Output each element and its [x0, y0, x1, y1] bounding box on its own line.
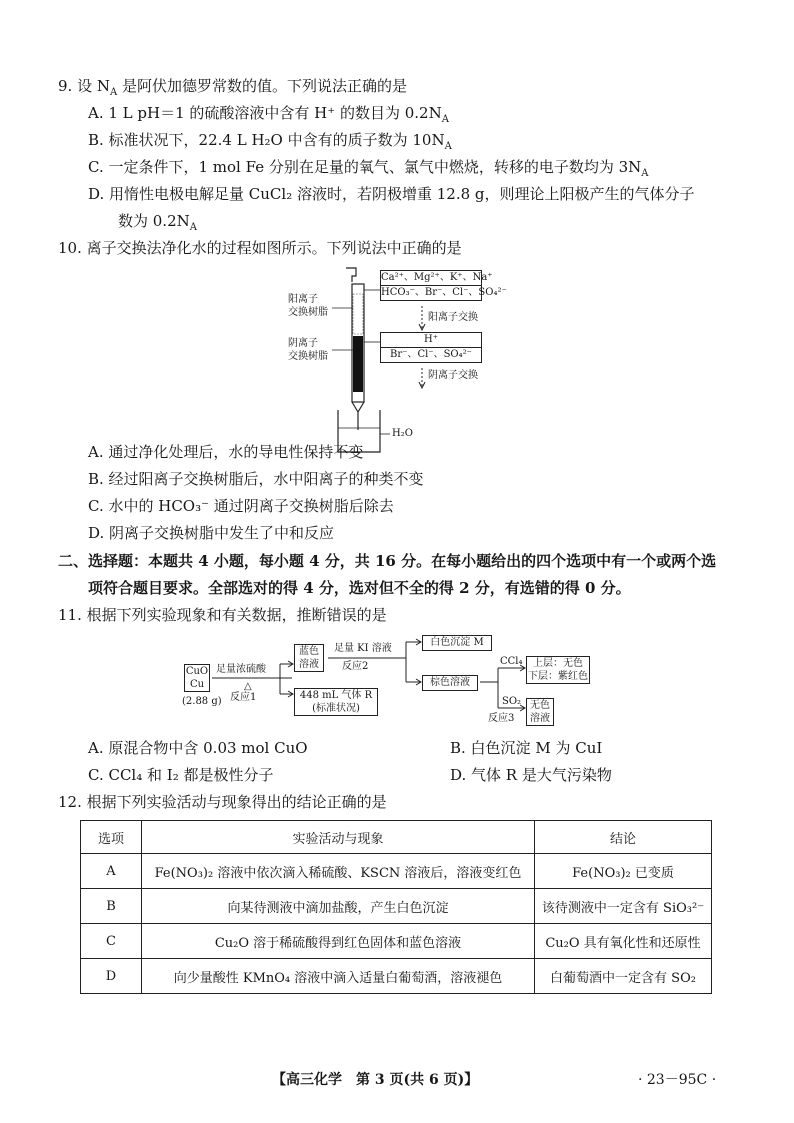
gas-condition-label: (标准状况) [312, 703, 360, 714]
row-c-conclusion: Cu₂O 具有氧化性和还原性 [535, 924, 712, 959]
header-option: 选项 [81, 821, 142, 854]
reagent2-label: 足量 KI 溶液 [334, 643, 392, 654]
water-label: H₂O [392, 428, 413, 439]
anion-resin-label-1: 阴离子 [288, 338, 318, 349]
q11-option-a: A. 原混合物中含 0.03 mol CuO [88, 739, 308, 757]
blue-label-1: 蓝色 [299, 646, 319, 657]
q9-option-c: C. 一定条件下，1 mol Fe 分别在足量的氧气、氯气中燃烧，转移的电子数均为 $3N_A$ [88, 158, 649, 179]
q11-option-b: B. 白色沉淀 M 为 CuI [450, 739, 603, 757]
table-row [81, 889, 712, 924]
header-activity: 实验活动与现象 [142, 821, 535, 854]
q12-stem: 12. 根据下列实验活动与现象得出的结论正确的是 [58, 793, 387, 811]
colorless-solution-box [526, 698, 554, 726]
remaining-anions: Br⁻、Cl⁻、SO₄²⁻ [381, 347, 481, 362]
row-a-option: A [81, 854, 142, 889]
q10-option-c: C. 水中的 HCO₃⁻ 通过阴离子交换树脂后除去 [88, 497, 394, 515]
heat-symbol: △ [244, 681, 252, 692]
row-c-activity: Cu₂O 溶于稀硫酸得到红色固体和蓝色溶液 [142, 924, 535, 959]
mass-label: (2.88 g) [182, 696, 222, 707]
footer-code: · 23－95C · [638, 1072, 717, 1088]
layers-box [526, 656, 590, 684]
table-row [81, 959, 712, 994]
q9-option-b: B. 标准状况下，22.4 L H₂O 中含有的质子数为 $10N_A$ [88, 131, 452, 152]
reaction2-label: 反应2 [342, 661, 369, 672]
table-row [81, 924, 712, 959]
reaction-flow-diagram [180, 634, 620, 734]
blue-label-2: 溶液 [299, 659, 319, 670]
q10-stem: 10. 离子交换法净化水的过程如图所示。下列说法中正确的是 [58, 239, 462, 257]
blue-solution-box [294, 644, 324, 672]
ions-before-box [380, 270, 507, 301]
q9-option-d-cont: 数为 $0.2N_A$ [118, 212, 197, 233]
cations-list: Ca²⁺、Mg²⁺、K⁺、Na⁺ [381, 272, 493, 283]
row-c-option: C [81, 924, 142, 959]
reagent1-label: 足量浓硫酸 [216, 664, 266, 675]
anions-list: HCO₃⁻、Br⁻、Cl⁻、SO₄²⁻ [381, 287, 507, 298]
ions-after-cation-box [380, 332, 482, 363]
q10-option-b: B. 经过阳离子交换树脂后，水中阳离子的种类不变 [88, 470, 424, 488]
brown-solution-box: 棕色溶液 [422, 675, 478, 691]
section2-line2: 项符合题目要求。全部选对的得 4 分，选对但不全的得 2 分，有选错的得 0 分。 [88, 579, 631, 597]
step-cation-exchange: 阳离子交换 [428, 312, 478, 323]
q9-option-d: D. 用惰性电极电解足量 CuCl₂ 溶液时，若阴极增重 12.8 g，则理论上阳极产生的气体分子 [88, 185, 695, 203]
row-b-option: B [81, 889, 142, 924]
colorless-label-2: 溶液 [530, 713, 550, 724]
white-precipitate-box: 白色沉淀 M [422, 635, 492, 651]
gas-volume-label: 448 mL 气体 R [299, 690, 373, 701]
section2-line1: 二、选择题：本题共 4 小题，每小题 4 分，共 16 分。在每小题给出的四个选项中有一个或两个选 [58, 552, 717, 570]
cation-resin-label-1: 阳离子 [288, 294, 318, 305]
row-b-activity: 向某待测液中滴加盐酸，产生白色沉淀 [142, 889, 535, 924]
hydrogen-ion: H⁺ [424, 334, 438, 345]
q11-option-c: C. CCl₄ 和 I₂ 都是极性分子 [88, 766, 274, 784]
lower-layer-label: 下层：紫红色 [528, 671, 588, 682]
q9-option-a: A. 1 L pH＝1 的硫酸溶液中含有 H⁺ 的数目为 $0.2N_A$ [88, 104, 449, 125]
ccl4-label: CCl₄ [500, 656, 523, 667]
row-a-activity: Fe(NO₃)₂ 溶液中依次滴入稀硫酸、KSCN 溶液后，溶液变红色 [142, 854, 535, 889]
q12-table [80, 820, 712, 994]
ion-exchange-diagram [286, 262, 526, 458]
cation-resin-label-2: 交换树脂 [288, 307, 328, 318]
so2-label: SO₂ [502, 696, 522, 707]
q10-option-d: D. 阴离子交换树脂中发生了中和反应 [88, 524, 335, 542]
cuo-label: CuO [185, 666, 209, 677]
colorless-label-1: 无色 [530, 700, 550, 711]
gas-r-box [294, 688, 378, 716]
row-b-conclusion: 该待测液中一定含有 SiO₃²⁻ [535, 889, 712, 924]
reaction1-label: 反应1 [230, 692, 257, 703]
table-row [81, 854, 712, 889]
start-mixture-box [184, 664, 210, 692]
q11-option-d: D. 气体 R 是大气污染物 [450, 766, 612, 784]
anion-resin-label-2: 交换树脂 [288, 351, 328, 362]
row-d-activity: 向少量酸性 KMnO₄ 溶液中滴入适量白葡萄酒，溶液褪色 [142, 959, 535, 994]
q9-stem: 9. 设 $N_A$ 是阿伏加德罗常数的值。下列说法正确的是 [58, 77, 407, 98]
reaction3-label: 反应3 [488, 713, 515, 724]
q10-option-a: A. 通过净化处理后，水的导电性保持不变 [88, 443, 364, 461]
q11-stem: 11. 根据下列实验现象和有关数据，推断错误的是 [58, 606, 387, 624]
step-anion-exchange: 阴离子交换 [428, 370, 478, 381]
footer-page-info: 【高三化学 第 3 页(共 6 页)】 [272, 1072, 479, 1088]
row-a-conclusion: Fe(NO₃)₂ 已变质 [535, 854, 712, 889]
row-d-option: D [81, 959, 142, 994]
header-conclusion: 结论 [535, 821, 712, 854]
upper-layer-label: 上层：无色 [533, 658, 583, 669]
cu-label: Cu [189, 679, 205, 690]
table-header-row [81, 821, 712, 854]
row-d-conclusion: 白葡萄酒中一定含有 SO₂ [535, 959, 712, 994]
